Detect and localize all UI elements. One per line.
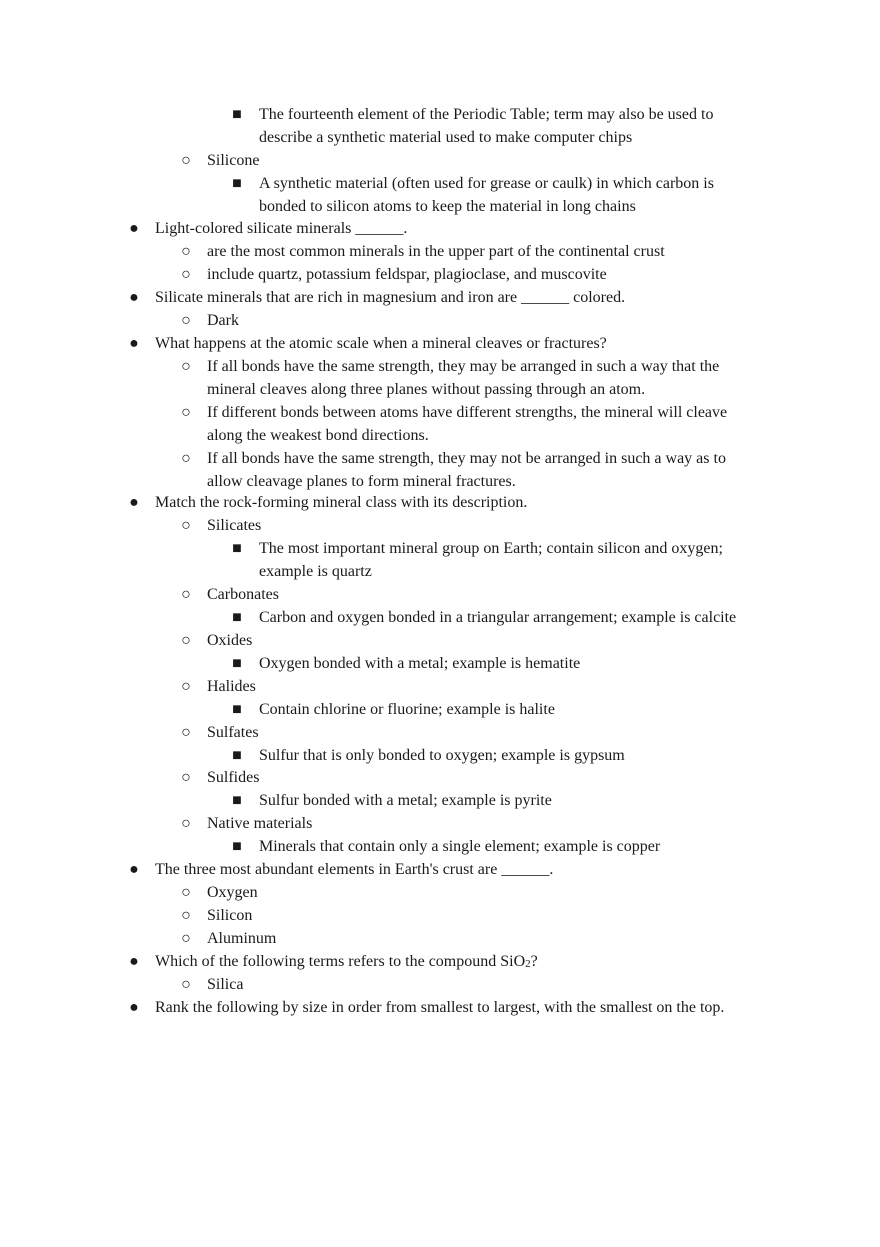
text-line: Oxides — [207, 632, 253, 649]
text-line: Sulfides — [207, 769, 260, 786]
text-line: Contain chlorine or fluorine; example is halite — [259, 701, 555, 718]
text-line: Oxygen — [207, 884, 258, 901]
square-bullet-icon: ■ — [232, 701, 242, 718]
text-line: Aluminum — [207, 930, 277, 947]
circle-bullet-icon: ○ — [181, 243, 191, 260]
text-line: If all bonds have the same strength, they may be arranged in such a way that the — [207, 358, 720, 375]
question-text-main: Which of the following terms refers to the compound SiO — [155, 953, 526, 970]
text-line: If all bonds have the same strength, they may not be arranged in such a way as to — [207, 450, 726, 467]
circle-bullet-icon: ○ — [181, 358, 191, 375]
text-line: Silicon — [207, 907, 253, 924]
text-line: describe a synthetic material used to make computer chips — [259, 129, 633, 146]
text-line: A synthetic material (often used for grease or caulk) in which carbon is — [259, 175, 714, 192]
question-text: Match the rock-forming mineral class with its description. — [155, 494, 528, 511]
circle-bullet-icon: ○ — [181, 815, 191, 832]
disc-bullet-icon: ● — [129, 289, 139, 306]
circle-bullet-icon: ○ — [181, 976, 191, 993]
circle-bullet-icon: ○ — [181, 152, 191, 169]
text-line: Carbon and oxygen bonded in a triangular arrangement; example is calcite — [259, 609, 737, 626]
square-bullet-icon: ■ — [232, 175, 242, 192]
text-line: Dark — [207, 312, 239, 329]
circle-bullet-icon: ○ — [181, 678, 191, 695]
text-line: include quartz, potassium feldspar, plagioclase, and muscovite — [207, 266, 607, 283]
question-text: Silicate minerals that are rich in magnesium and iron are ______ colored. — [155, 289, 626, 306]
text-line: Minerals that contain only a single element; example is copper — [259, 838, 661, 855]
text-line: If different bonds between atoms have different strengths, the mineral will cleave — [207, 404, 728, 421]
text-line: The most important mineral group on Earth; contain silicon and oxygen; — [259, 540, 723, 557]
circle-bullet-icon: ○ — [181, 930, 191, 947]
disc-bullet-icon: ● — [129, 999, 139, 1016]
square-bullet-icon: ■ — [232, 655, 242, 672]
circle-bullet-icon: ○ — [181, 266, 191, 283]
question-text: Rank the following by size in order from smallest to largest, with the smallest on the top. — [155, 999, 725, 1016]
subscript: 2 — [525, 958, 531, 970]
disc-bullet-icon: ● — [129, 335, 139, 352]
question-text: Light-colored silicate minerals ______. — [155, 220, 408, 237]
disc-bullet-icon: ● — [129, 220, 139, 237]
circle-bullet-icon: ○ — [181, 404, 191, 421]
text-line: Sulfur bonded with a metal; example is pyrite — [259, 792, 552, 809]
text-line: The fourteenth element of the Periodic Table; term may also be used to — [259, 106, 714, 123]
circle-bullet-icon: ○ — [181, 312, 191, 329]
text-line: Sulfur that is only bonded to oxygen; example is gypsum — [259, 747, 625, 764]
text-line: Silicone — [207, 152, 260, 169]
circle-bullet-icon: ○ — [181, 450, 191, 467]
disc-bullet-icon: ● — [129, 861, 139, 878]
circle-bullet-icon: ○ — [181, 724, 191, 741]
disc-bullet-icon: ● — [129, 953, 139, 970]
question-mark: ? — [530, 953, 538, 970]
question-text: What happens at the atomic scale when a mineral cleaves or fractures? — [155, 335, 607, 352]
text-line: allow cleavage planes to form mineral fractures. — [207, 473, 516, 490]
circle-bullet-icon: ○ — [181, 769, 191, 786]
square-bullet-icon: ■ — [232, 838, 242, 855]
circle-bullet-icon: ○ — [181, 517, 191, 534]
text-line: Native materials — [207, 815, 313, 832]
circle-bullet-icon: ○ — [181, 884, 191, 901]
text-line: Halides — [207, 678, 256, 695]
text-line: Sulfates — [207, 724, 259, 741]
text-line: mineral cleaves along three planes without passing through an atom. — [207, 381, 646, 398]
circle-bullet-icon: ○ — [181, 907, 191, 924]
question-text: The three most abundant elements in Earth's crust are ______. — [155, 861, 554, 878]
circle-bullet-icon: ○ — [181, 586, 191, 603]
text-line: Carbonates — [207, 586, 279, 603]
circle-bullet-icon: ○ — [181, 632, 191, 649]
square-bullet-icon: ■ — [232, 540, 242, 557]
square-bullet-icon: ■ — [232, 747, 242, 764]
text-line: Oxygen bonded with a metal; example is hematite — [259, 655, 581, 672]
square-bullet-icon: ■ — [232, 792, 242, 809]
text-line: are the most common minerals in the upper part of the continental crust — [207, 243, 665, 260]
text-line: bonded to silicon atoms to keep the material in long chains — [259, 198, 636, 215]
square-bullet-icon: ■ — [232, 106, 242, 123]
text-line: example is quartz — [259, 563, 372, 580]
text-line: Silicates — [207, 517, 262, 534]
disc-bullet-icon: ● — [129, 494, 139, 511]
square-bullet-icon: ■ — [232, 609, 242, 626]
text-line: Silica — [207, 976, 244, 993]
text-line: along the weakest bond directions. — [207, 427, 429, 444]
